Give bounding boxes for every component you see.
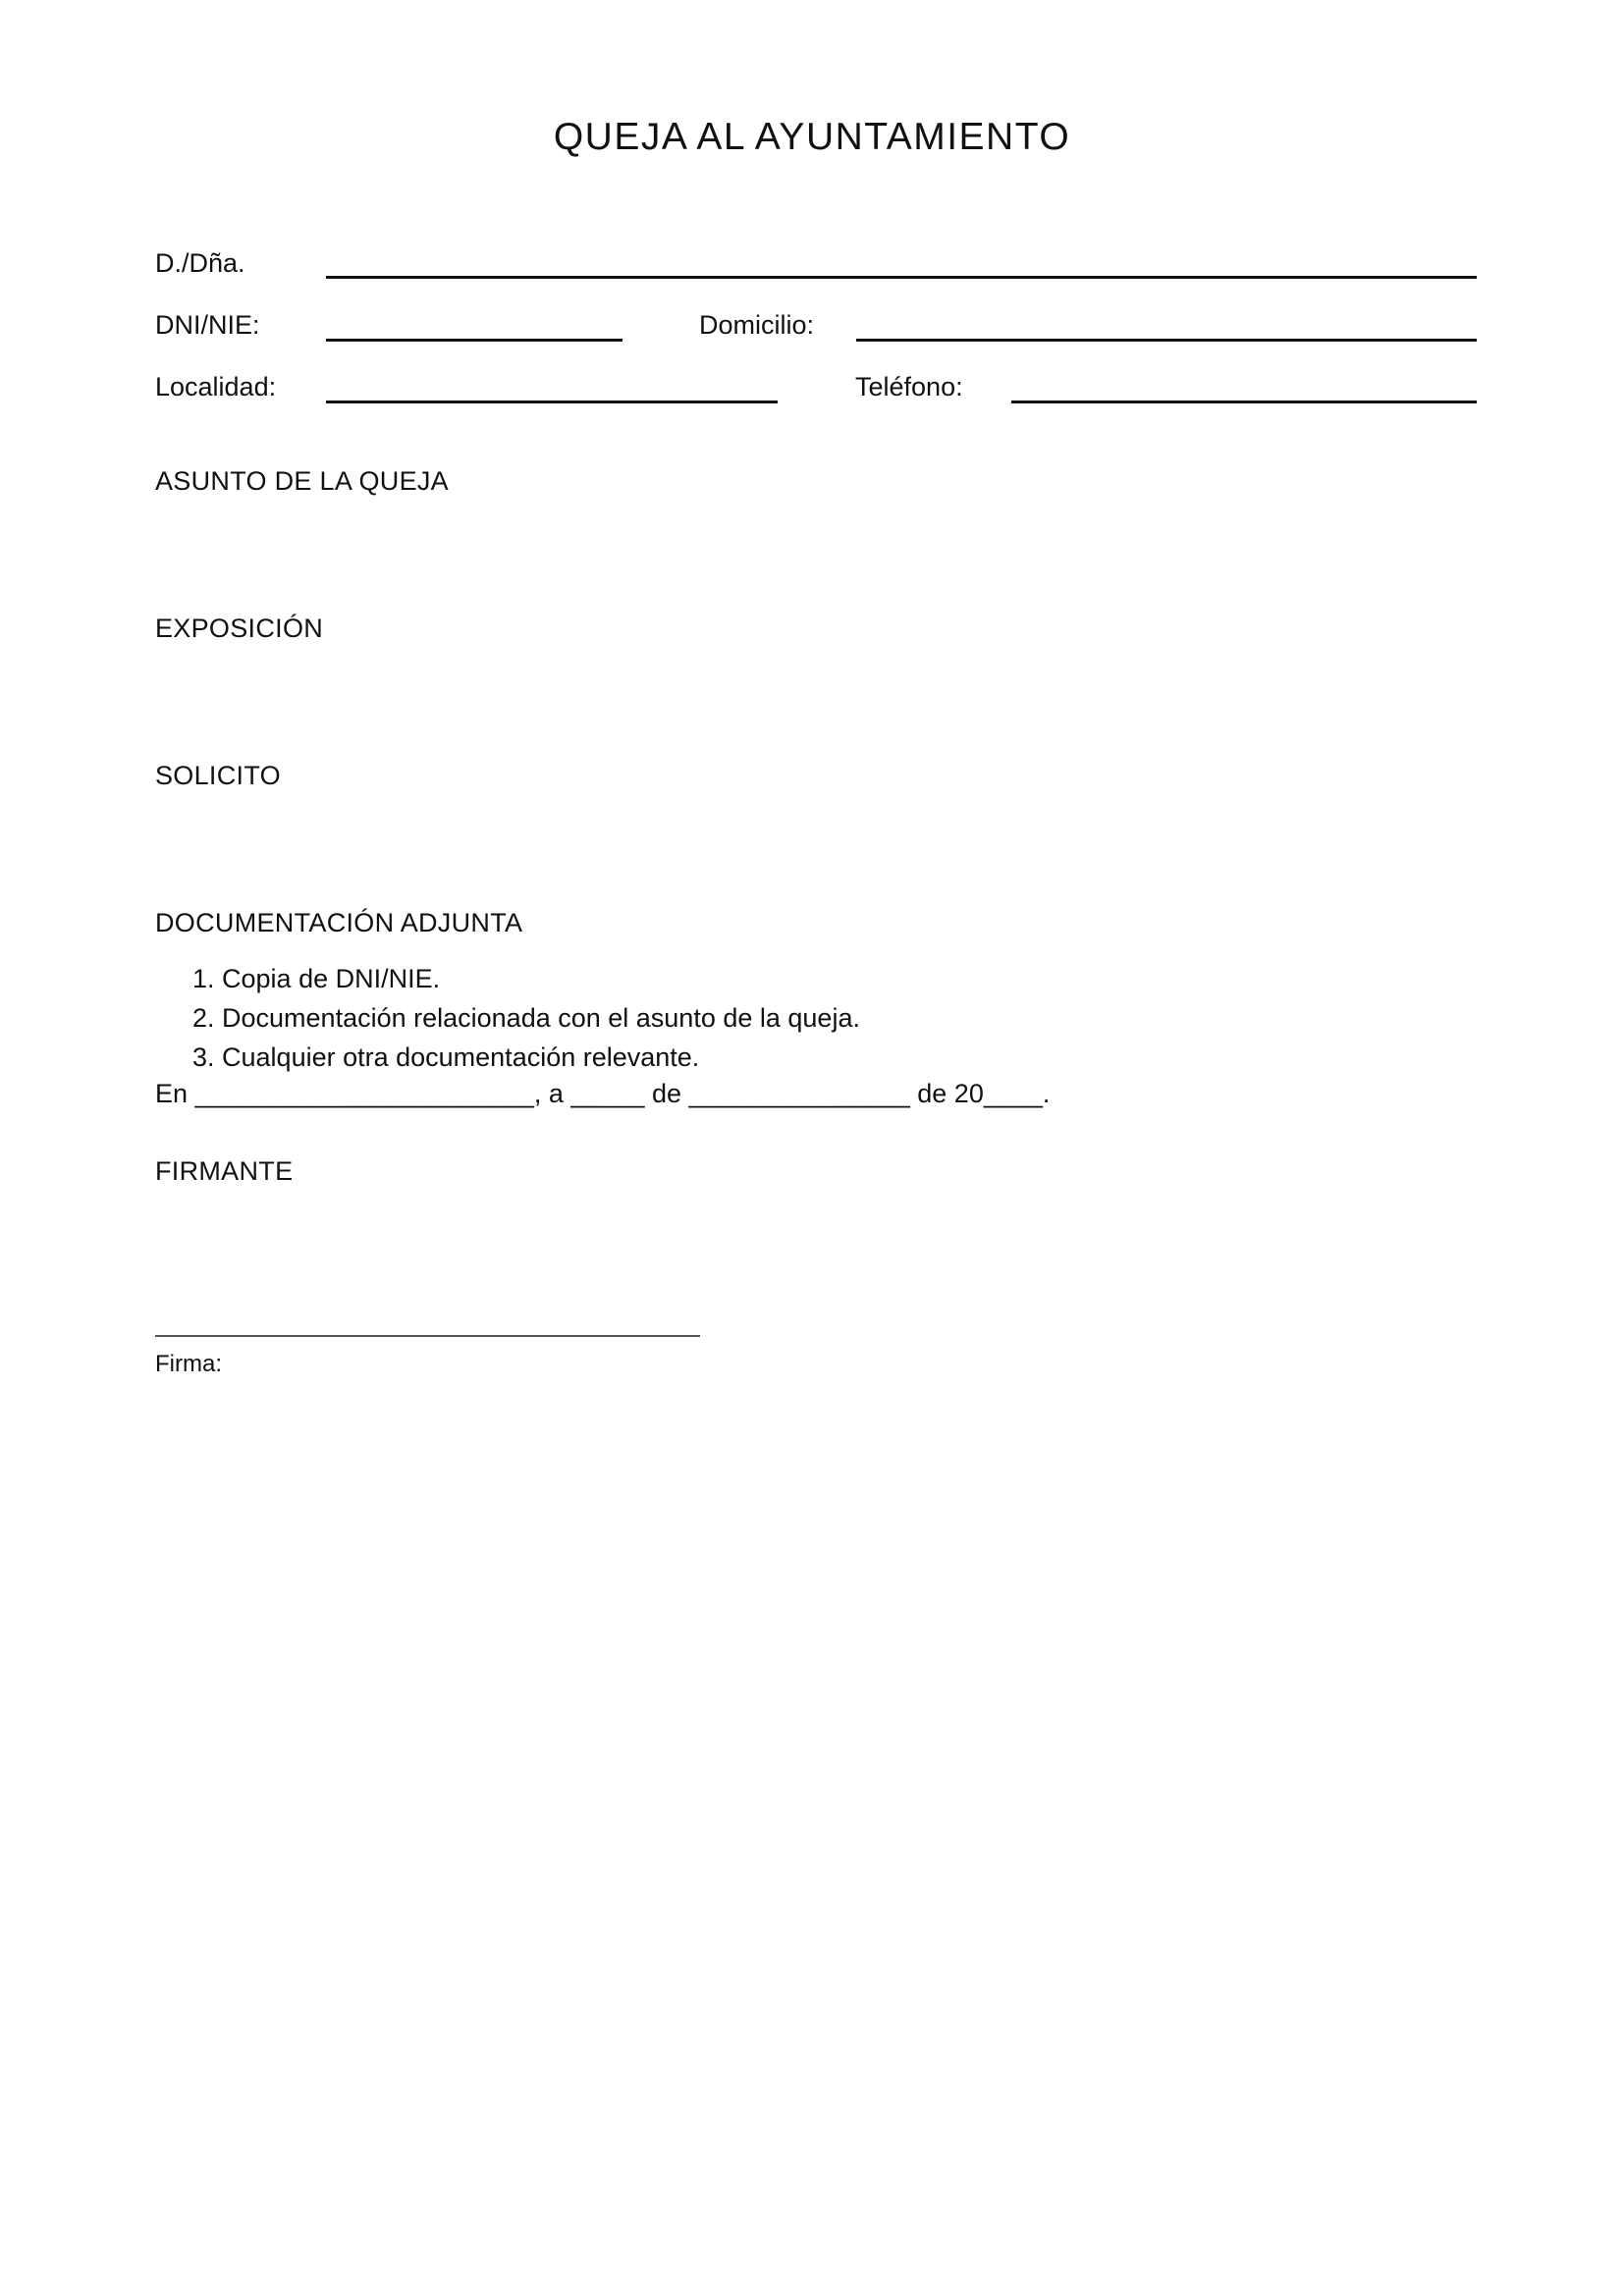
- documentacion-list: [192, 959, 860, 1077]
- nombre-label: D./Dña.: [155, 248, 245, 278]
- domicilio-label: Domicilio:: [699, 310, 815, 340]
- telefono-field[interactable]: [1011, 400, 1477, 403]
- telefono-label: Teléfono:: [855, 372, 963, 401]
- list-item: 2. Documentación relacionada con el asunto de la queja.: [192, 1003, 860, 1033]
- localidad-label: Localidad:: [155, 372, 277, 401]
- section-exposicion: EXPOSICIÓN: [155, 614, 324, 643]
- document-title: QUEJA AL AYUNTAMIENTO: [553, 116, 1071, 158]
- dni-field[interactable]: [326, 339, 623, 342]
- section-documentacion: DOCUMENTACIÓN ADJUNTA: [155, 908, 523, 937]
- section-solicito: SOLICITO: [155, 761, 281, 790]
- domicilio-field[interactable]: [856, 339, 1477, 342]
- place-date-line: En _______________________, a _____ de _______________ de 20____.: [155, 1079, 1051, 1108]
- section-asunto: ASUNTO DE LA QUEJA: [155, 466, 449, 496]
- section-firmante: FIRMANTE: [155, 1156, 294, 1186]
- list-item: 3. Cualquier otra documentación relevante.: [192, 1042, 700, 1072]
- signature-label: Firma:: [155, 1351, 222, 1377]
- list-item: 1. Copia de DNI/NIE.: [192, 964, 441, 993]
- nombre-field[interactable]: [326, 276, 1477, 279]
- dni-label: DNI/NIE:: [155, 310, 260, 340]
- signature-line[interactable]: [155, 1335, 700, 1337]
- localidad-field[interactable]: [326, 400, 778, 403]
